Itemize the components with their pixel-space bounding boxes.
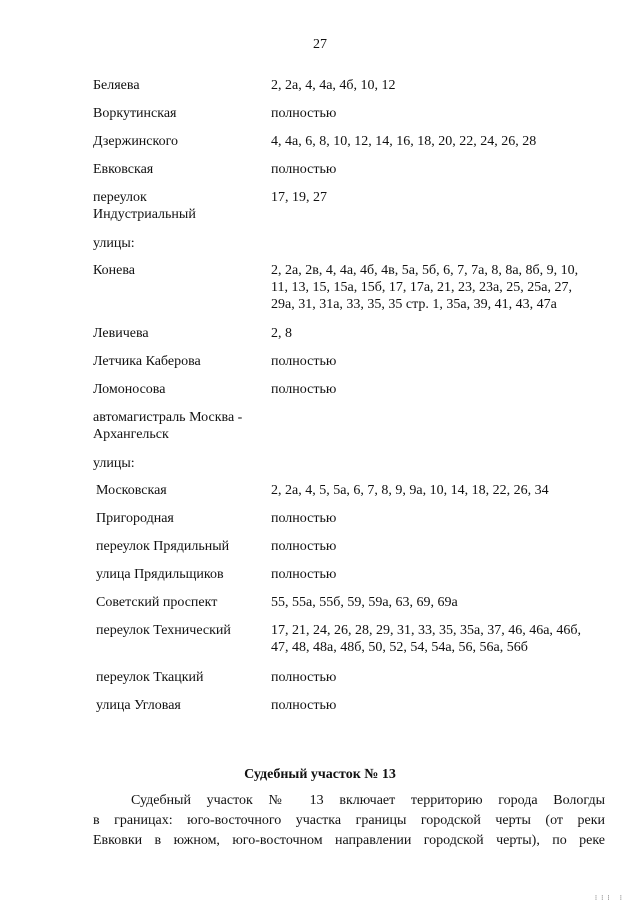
- house-numbers-line: 2, 8: [271, 326, 292, 341]
- house-numbers-line: полностью: [271, 511, 337, 526]
- house-numbers-line: полностью: [271, 698, 337, 713]
- street-name-line: улицы:: [93, 456, 135, 471]
- street-name: [93, 105, 278, 122]
- street-name: [93, 235, 278, 252]
- street-name: [93, 455, 278, 472]
- street-name-line: Воркутинская: [93, 106, 177, 121]
- street-name-line: переулок Технический: [96, 623, 231, 638]
- house-numbers: [271, 325, 606, 342]
- street-name: [96, 482, 281, 499]
- house-numbers: [271, 381, 606, 398]
- street-name: [96, 594, 281, 611]
- street-name-line: улица Прядильщиков: [96, 567, 224, 582]
- house-numbers: [271, 161, 606, 178]
- house-numbers-line: 2, 2а, 2в, 4, 4а, 4б, 4в, 5а, 5б, 6, 7, 7а, 8, 8а, 8б, 9, 10,: [271, 263, 579, 278]
- street-name-line: Левичева: [93, 326, 149, 341]
- street-name-line: Евковская: [93, 162, 154, 177]
- house-numbers: [271, 594, 606, 611]
- house-numbers-line: 11, 13, 15, 15а, 15б, 17, 17а, 21, 23, 23а, 25, 25а, 27,: [271, 280, 572, 295]
- house-numbers: [271, 262, 606, 313]
- section-paragraph: [93, 791, 605, 851]
- house-numbers-line: 47, 48, 48а, 48б, 50, 52, 54, 54а, 56, 56а, 56б: [271, 640, 528, 655]
- house-numbers-line: 17, 19, 27: [271, 190, 327, 205]
- street-name: [96, 510, 281, 527]
- street-name-line: Московская: [96, 483, 167, 498]
- house-numbers-line: 2, 2а, 4, 4а, 4б, 10, 12: [271, 78, 396, 93]
- street-name-line: Архангельск: [93, 427, 169, 442]
- house-numbers: [271, 566, 606, 583]
- street-name: [93, 381, 278, 398]
- street-name-line: Ломоносова: [93, 382, 166, 397]
- paragraph-line: Судебный участок № 13 включает территорию города Вологды: [131, 793, 605, 808]
- street-name-line: Дзержинского: [93, 134, 178, 149]
- street-name-line: Летчика Каберова: [93, 354, 201, 369]
- house-numbers-line: полностью: [271, 670, 337, 685]
- street-name: [93, 77, 278, 94]
- street-name: [93, 353, 278, 370]
- house-numbers: [271, 697, 606, 714]
- house-numbers-line: 29а, 31, 31а, 33, 35, 35 стр. 1, 35а, 39, 41, 43, 47а: [271, 297, 557, 312]
- street-name: [93, 189, 278, 223]
- street-name-line: улица Угловая: [96, 698, 181, 713]
- house-numbers: [271, 510, 606, 527]
- street-name: [96, 566, 281, 583]
- street-name-line: Беляева: [93, 78, 140, 93]
- street-name-line: переулок Прядильный: [96, 539, 230, 554]
- street-name-line: переулок: [93, 190, 147, 205]
- street-name: [93, 325, 278, 342]
- house-numbers: [271, 622, 606, 656]
- street-name-line: улицы:: [93, 236, 135, 251]
- house-numbers-line: полностью: [271, 382, 337, 397]
- street-name: [96, 669, 281, 686]
- street-name: [96, 622, 281, 639]
- street-name: [93, 161, 278, 178]
- house-numbers: [271, 482, 606, 499]
- street-name-line: Конева: [93, 263, 135, 278]
- house-numbers-line: 17, 21, 24, 26, 28, 29, 31, 33, 35, 35а, 37, 46, 46а, 46б,: [271, 623, 582, 638]
- paragraph-line: Евковки в южном, юго-восточном направлении городской черты), по реке: [93, 833, 605, 848]
- house-numbers-line: 55, 55а, 55б, 59, 59а, 63, 69, 69а: [271, 595, 458, 610]
- house-numbers: [271, 669, 606, 686]
- house-numbers-line: полностью: [271, 567, 337, 582]
- street-name: [93, 133, 278, 150]
- scan-mark: ⁞⁞⁞ ⁞: [594, 894, 626, 902]
- street-name-line: Советский проспект: [96, 595, 218, 610]
- house-numbers-line: 2, 2а, 4, 5, 5а, 6, 7, 8, 9, 9а, 10, 14, 18, 22, 26, 34: [271, 483, 549, 498]
- street-name-line: переулок Ткацкий: [96, 670, 204, 685]
- house-numbers-line: полностью: [271, 162, 337, 177]
- house-numbers-line: полностью: [271, 106, 337, 121]
- street-name-line: Пригородная: [96, 511, 174, 526]
- street-name: [96, 538, 281, 555]
- paragraph-line: в границах: юго-восточного участка границы городской черты (от реки: [93, 813, 605, 828]
- street-name: [93, 262, 278, 279]
- house-numbers: [271, 105, 606, 122]
- house-numbers-line: полностью: [271, 354, 337, 369]
- page-number: 27: [313, 37, 327, 52]
- street-name-line: автомагистраль Москва -: [93, 410, 243, 425]
- house-numbers: [271, 538, 606, 555]
- street-name-line: Индустриальный: [93, 207, 196, 222]
- house-numbers-line: полностью: [271, 539, 337, 554]
- house-numbers-line: 4, 4а, 6, 8, 10, 12, 14, 16, 18, 20, 22, 24, 26, 28: [271, 134, 537, 149]
- street-name: [96, 697, 281, 714]
- street-name: [93, 409, 278, 443]
- house-numbers: [271, 353, 606, 370]
- section-heading: Судебный участок № 13: [244, 767, 396, 782]
- house-numbers: [271, 77, 606, 94]
- house-numbers: [271, 189, 606, 206]
- house-numbers: [271, 133, 606, 150]
